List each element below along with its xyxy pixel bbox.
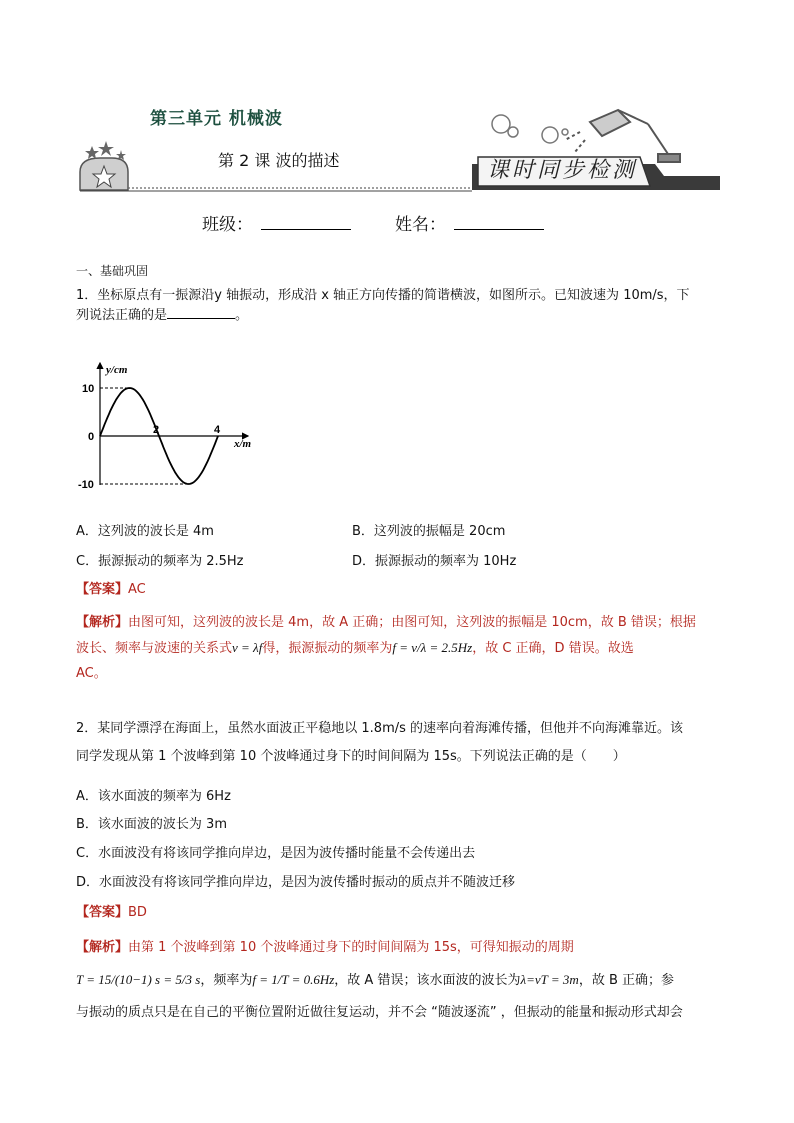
star-badge-icon — [80, 141, 128, 190]
q1-analysis: 【解析】由图可知，这列波的波长是 4m，故 A 正确；由图可知，这列波的振幅是 10cm，故 B 错误；根据 波长、频率与波速的关系式v = λf得，振源振动的频率为f = v/λ = 2.5Hz，故 C 正确，D 错误。故选 AC。 — [76, 615, 696, 681]
x-axis-label: x/m — [234, 438, 252, 450]
x-tick-label-4: 4 — [214, 424, 221, 436]
q2-option-c[interactable]: C．水面波没有将该同学推向岸边，是因为波传播时能量不会传递出去 — [76, 846, 476, 861]
class-field — [202, 210, 351, 235]
q2-analysis: 【解析】由第 1 个波峰到第 10 个波峰通过身下的时间间隔为 15s，可得知振动的周期 T = 15/(10−1) s = 5/3 s，频率为f = 1/T = 0.6Hz，故 A 错误；该水面波的波长为λ=vT = 3m，故 B 正确；参 与振动的质点只是在自己的平衡位置附近做往复运动，并不会 “随波逐流” ，但振动的能量和振动形式却会 — [76, 940, 683, 1020]
y-axis-label: y/cm — [106, 364, 128, 376]
q2-formula-f: f = 1/T = 0.6Hz — [252, 972, 335, 987]
y-tick-label-10: 10 — [82, 383, 95, 395]
q1-answer-blank[interactable] — [167, 306, 235, 319]
q2-formula-t: T = 15/(10−1) s = 5/3 s — [76, 972, 201, 987]
q1-formula-f: f = v/λ = 2.5Hz — [392, 640, 473, 655]
name-field — [395, 210, 544, 235]
x-tick-label-0: 0 — [88, 431, 95, 443]
q2-option-d[interactable]: D．水面波没有将该同学推向岸边，是因为波传播时振动的质点并不随波迁移 — [76, 875, 516, 890]
class-blank[interactable] — [261, 215, 351, 230]
y-tick-label-neg10: -10 — [78, 479, 94, 491]
class-label: 班级： — [202, 215, 253, 235]
q2-stem: 2．某同学漂浮在海面上，虽然水面波正平稳地以 1.8m/s 的速率向着海滩传播，但他并不向海滩靠近。该 同学发现从第 1 个波峰到第 10 个波峰通过身下的时间间隔为 15s。下列说法正确的是（ ） — [76, 721, 684, 764]
q2-answer: 【答案】BD — [76, 905, 147, 920]
unit-title: 第三单元 机械波 — [150, 109, 283, 129]
lesson-title: 第 2 课 波的描述 — [218, 151, 340, 170]
q2-option-b[interactable]: B．该水面波的波长为 3m — [76, 817, 227, 832]
header-decoration — [0, 0, 794, 200]
q1-option-c[interactable]: C．振源振动的频率为 2.5Hz — [76, 554, 244, 569]
q2-formula-lambda: λ=vT = 3m — [520, 972, 579, 987]
q1-formula-v-lambda-f: v = λf — [232, 640, 263, 655]
q1-stem-line1: 1．坐标原点有一振源沿y 轴振动，形成沿 x 轴正方向传播的简谐横波，如图所示。已知波速为 10m/s，下 — [76, 288, 690, 303]
q1-option-d[interactable]: D．振源振动的频率为 10Hz — [352, 554, 517, 569]
q2-option-a[interactable]: A．该水面波的频率为 6Hz — [76, 789, 231, 804]
banner-text: 课时同步检测 — [487, 158, 638, 183]
x-tick-label-2: 2 — [153, 424, 160, 436]
q1-answer — [76, 580, 146, 600]
q1-answer-tag: 【答案】 — [76, 582, 129, 597]
section-title: 一、基础巩固 — [76, 264, 149, 278]
q1-option-b[interactable]: B．这列波的振幅是 20cm — [352, 524, 506, 539]
wave-chart — [70, 355, 270, 495]
name-label: 姓名： — [395, 215, 446, 235]
q1-stem-line2: 列说法正确的是 。 — [76, 308, 249, 323]
bubbles-icon — [492, 115, 568, 143]
name-blank[interactable] — [454, 215, 544, 230]
q1-stem — [76, 286, 736, 326]
q1-answer-value: AC — [128, 582, 146, 597]
q1-option-a[interactable]: A．这列波的波长是 4m — [76, 524, 214, 539]
